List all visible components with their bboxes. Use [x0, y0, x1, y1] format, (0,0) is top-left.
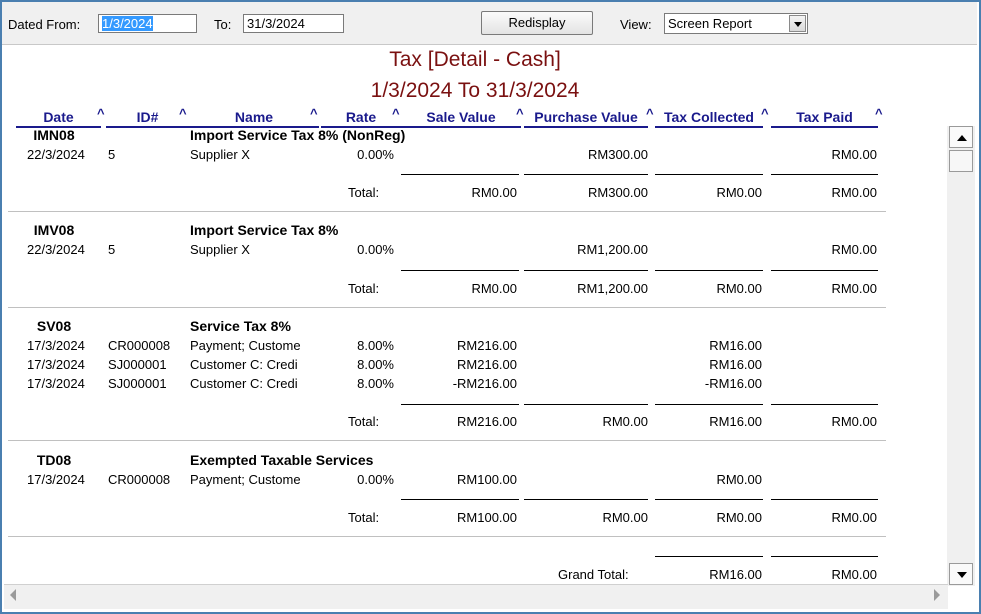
scroll-right-icon[interactable]: [934, 589, 940, 601]
total-tax-collected: RM16.00: [709, 414, 762, 429]
row-sale-value: RM216.00: [457, 357, 517, 372]
row-rate: 0.00%: [357, 472, 394, 487]
subtotal-rule: [771, 174, 878, 175]
to-date-field[interactable]: 31/3/2024: [243, 14, 344, 33]
subtotal-rule: [771, 499, 878, 500]
column-header-sale-value[interactable]: Sale Value: [401, 108, 521, 128]
row-id: CR000008: [108, 472, 171, 487]
subtotal-rule: [524, 499, 648, 500]
row-date: 17/3/2024: [27, 357, 85, 372]
column-header-date[interactable]: Date: [16, 108, 101, 128]
row-name: Payment; Custome: [190, 472, 301, 487]
total-tax-paid: RM0.00: [831, 185, 877, 200]
subtotal-rule: [771, 404, 878, 405]
total-purchase-value: RM1,200.00: [577, 281, 648, 296]
scroll-thumb[interactable]: [949, 150, 973, 172]
subtotal-rule: [401, 270, 519, 271]
sort-caret-icon[interactable]: ^: [516, 106, 524, 121]
row-name: Payment; Custome: [190, 338, 301, 353]
row-date: 22/3/2024: [27, 147, 85, 162]
section-divider: [8, 307, 886, 308]
sort-caret-icon[interactable]: ^: [761, 106, 769, 121]
horizontal-scrollbar[interactable]: [4, 584, 948, 609]
tax-code-name: Exempted Taxable Services: [190, 452, 374, 468]
sort-caret-icon[interactable]: ^: [646, 106, 654, 121]
row-rate: 0.00%: [357, 242, 394, 257]
redisplay-button[interactable]: Redisplay: [481, 11, 593, 35]
row-name: Customer C: Credi: [190, 376, 298, 391]
view-select[interactable]: Screen Report: [664, 13, 808, 34]
subtotal-rule: [401, 404, 519, 405]
subtotal-rule: [655, 174, 763, 175]
sort-caret-icon[interactable]: ^: [392, 106, 400, 121]
scroll-down-icon[interactable]: [949, 563, 973, 585]
total-purchase-value: RM0.00: [602, 510, 648, 525]
section-divider: [8, 211, 886, 212]
subtotal-rule: [401, 174, 519, 175]
subtotal-rule: [401, 499, 519, 500]
tax-code: TD08: [36, 452, 72, 468]
column-header-purchase-value[interactable]: Purchase Value: [524, 108, 648, 128]
row-date: 22/3/2024: [27, 242, 85, 257]
tax-code: IMN08: [33, 127, 75, 143]
row-name: Customer C: Credi: [190, 357, 298, 372]
total-label: Total:: [348, 414, 380, 429]
total-tax-paid: RM0.00: [831, 414, 877, 429]
total-tax-paid: RM0.00: [831, 281, 877, 296]
vertical-scrollbar[interactable]: [947, 126, 975, 586]
row-id: CR000008: [108, 338, 171, 353]
row-sale-value: RM100.00: [457, 472, 517, 487]
total-label: Total:: [348, 185, 380, 200]
row-tax-collected: RM0.00: [716, 472, 762, 487]
row-name: Supplier X: [190, 147, 250, 162]
row-name: Supplier X: [190, 242, 250, 257]
scroll-up-icon[interactable]: [949, 126, 973, 148]
row-id: 5: [108, 147, 116, 162]
report-date-range: 1/3/2024 To 31/3/2024: [370, 79, 580, 102]
row-tax-paid: RM0.00: [831, 147, 877, 162]
grand-total-tax-paid: RM0.00: [831, 567, 877, 582]
row-id: 5: [108, 242, 116, 257]
column-header-tax-paid[interactable]: Tax Paid: [771, 108, 878, 128]
tax-code-name: Service Tax 8%: [190, 318, 291, 334]
view-label: View:: [620, 17, 652, 32]
row-date: 17/3/2024: [27, 472, 85, 487]
row-tax-collected: -RM16.00: [704, 376, 762, 391]
column-header-rate[interactable]: Rate: [321, 108, 401, 128]
row-date: 17/3/2024: [27, 338, 85, 353]
sort-caret-icon[interactable]: ^: [97, 106, 105, 121]
section-divider: [8, 536, 886, 537]
subtotal-rule: [771, 270, 878, 271]
tax-code-name: Import Service Tax 8%: [190, 222, 339, 238]
row-sale-value: -RM216.00: [452, 376, 517, 391]
row-tax-collected: RM16.00: [709, 357, 762, 372]
row-tax-paid: RM0.00: [831, 242, 877, 257]
subtotal-rule: [655, 499, 763, 500]
scroll-left-icon[interactable]: [10, 589, 16, 601]
total-tax-paid: RM0.00: [831, 510, 877, 525]
dated-from-label: Dated From:: [8, 17, 81, 32]
section-divider: [8, 440, 886, 441]
total-label: Total:: [348, 281, 380, 296]
subtotal-rule: [655, 404, 763, 405]
row-rate: 8.00%: [357, 357, 394, 372]
grand-total-rule: [771, 556, 878, 557]
total-sale-value: RM100.00: [457, 510, 517, 525]
subtotal-rule: [524, 174, 648, 175]
dated-from-field[interactable]: 1/3/2024: [98, 14, 197, 33]
grand-total-label: Grand Total:: [558, 567, 629, 582]
tax-code-name: Import Service Tax 8% (NonReg): [190, 127, 406, 143]
subtotal-rule: [524, 404, 648, 405]
total-label: Total:: [348, 510, 380, 525]
grand-total-tax-collected: RM16.00: [709, 567, 762, 582]
tax-code: SV08: [36, 318, 72, 334]
row-id: SJ000001: [108, 376, 167, 391]
row-id: SJ000001: [108, 357, 167, 372]
total-purchase-value: RM300.00: [588, 185, 648, 200]
subtotal-rule: [655, 270, 763, 271]
column-header-tax-collected[interactable]: Tax Collected: [655, 108, 763, 128]
report-area: [4, 46, 946, 584]
tax-code: IMV08: [33, 222, 75, 238]
chevron-down-icon[interactable]: [789, 15, 806, 32]
to-label: To:: [214, 17, 232, 32]
total-sale-value: RM216.00: [457, 414, 517, 429]
total-tax-collected: RM0.00: [716, 281, 762, 296]
sort-caret-icon[interactable]: ^: [310, 106, 318, 121]
column-header-name[interactable]: Name: [189, 108, 319, 128]
subtotal-rule: [524, 270, 648, 271]
sort-caret-icon[interactable]: ^: [875, 106, 883, 121]
row-sale-value: RM216.00: [457, 338, 517, 353]
total-sale-value: RM0.00: [471, 281, 517, 296]
total-purchase-value: RM0.00: [602, 414, 648, 429]
row-date: 17/3/2024: [27, 376, 85, 391]
toolbar: [2, 2, 977, 45]
total-sale-value: RM0.00: [471, 185, 517, 200]
column-header-id[interactable]: ID#: [106, 108, 189, 128]
row-rate: 8.00%: [357, 338, 394, 353]
sort-caret-icon[interactable]: ^: [179, 106, 187, 121]
report-title: Tax [Detail - Cash]: [389, 48, 561, 71]
grand-total-rule: [655, 556, 763, 557]
total-tax-collected: RM0.00: [716, 185, 762, 200]
row-tax-collected: RM16.00: [709, 338, 762, 353]
row-rate: 8.00%: [357, 376, 394, 391]
row-purchase-value: RM1,200.00: [577, 242, 648, 257]
row-purchase-value: RM300.00: [588, 147, 648, 162]
row-rate: 0.00%: [357, 147, 394, 162]
total-tax-collected: RM0.00: [716, 510, 762, 525]
